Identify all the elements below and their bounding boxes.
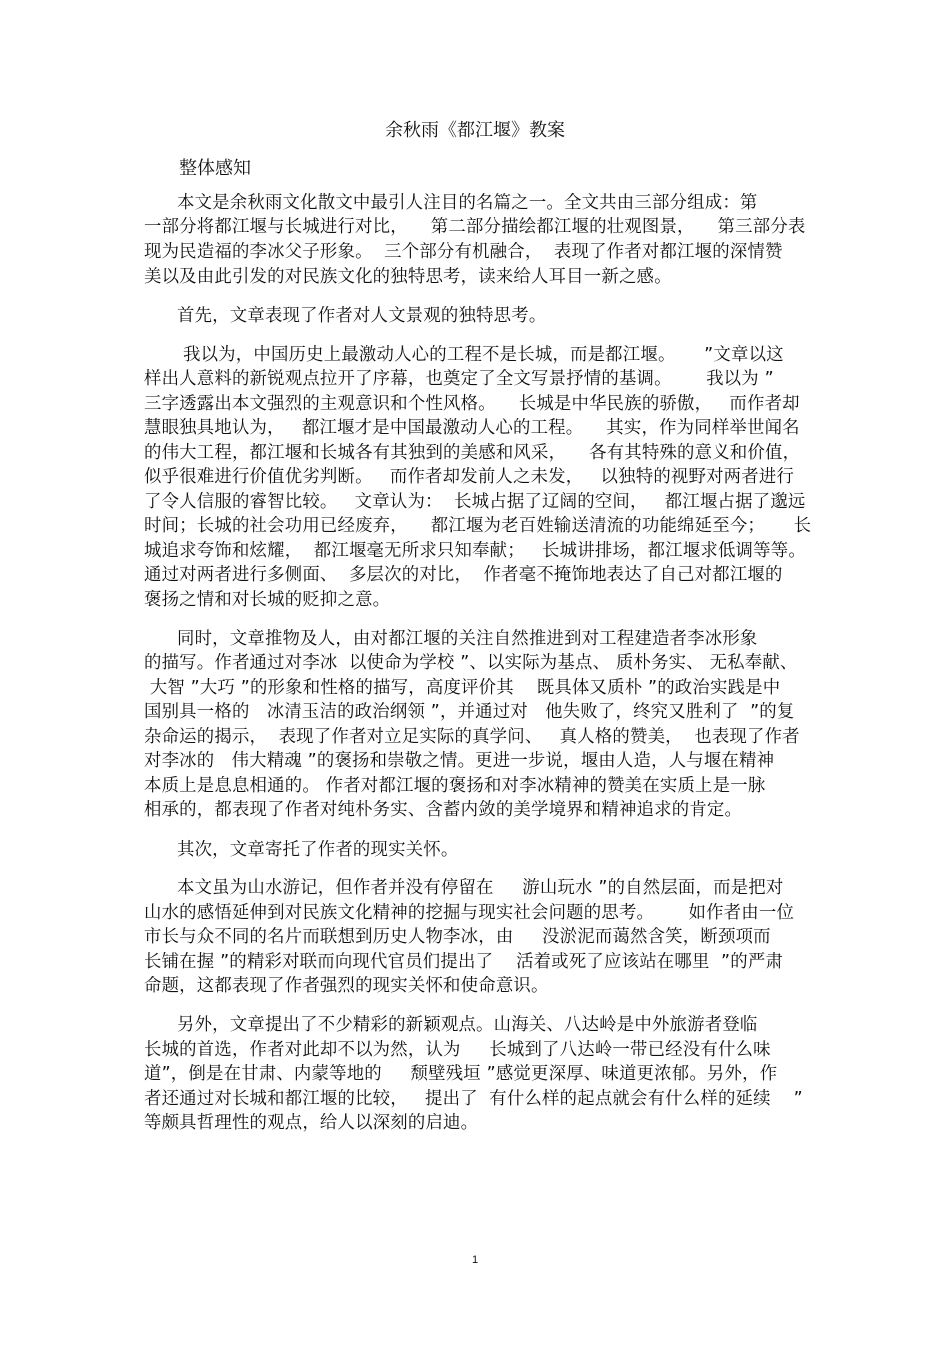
paragraph-line: 了令人信服的睿智比较。 文章认为： 长城占据了辽阔的空间， 都江堰占据了邈远: [144, 492, 806, 512]
paragraph-line: 时间；长城的社会功用已经废弃， 都江堰为老百姓输送清流的功能绵延至今； 长: [144, 516, 812, 536]
paragraph-line: 本文虽为山水游记，但作者并没有停留在 游山玩水 ”的自然层面，而是把对: [177, 878, 784, 898]
paragraph-line: 慧眼独具地认为， 都江堰才是中国最激动人心的工程。 其实，作为同样举世闻名: [144, 418, 800, 438]
paragraph-line: 同时，文章推物及人，由对都江堰的关注自然推进到对工程建造者李冰形象: [177, 629, 758, 649]
paragraph-line: 似乎很难进行价值优劣判断。 而作者却发前人之未发， 以独特的视野对两者进行: [144, 467, 795, 487]
paragraph-line: 通过对两者进行多侧面、 多层次的对比， 作者毫不掩饰地表达了自己对都江堰的: [144, 565, 783, 585]
paragraph-line: 对李冰的 伟大精魂 ”的褒扬和崇敬之情。更进一步说，堰由人造，人与堰在精神: [144, 751, 775, 771]
paragraph-line: 其次，文章寄托了作者的现实关怀。: [177, 840, 459, 860]
paragraph-line: 的伟大工程，都江堰和长城各有其独到的美感和风采， 各有其特殊的意义和价值，: [144, 443, 801, 463]
page-number: 1: [471, 1254, 479, 1266]
paragraph-line: 现为民造福的李冰父子形象。 三个部分有机融合， 表现了作者对都江堰的深情赞: [144, 242, 783, 262]
paragraph-line: 另外，文章提出了不少精彩的新颖观点。山海关、八达岭是中外旅游者登临: [177, 1015, 758, 1035]
paragraph-line: 本文是余秋雨文化散文中最引人注目的名篇之一。全文共由三部分组成：第: [177, 193, 758, 213]
paragraph-line: 样出人意料的新锐观点拉开了序幕，也奠定了全文写景抒情的基调。 我以为 ”: [144, 369, 774, 389]
paragraph-line: 首先，文章表现了作者对人文景观的独特思考。: [177, 306, 547, 326]
paragraph-line: 美以及由此引发的对民族文化的独特思考，读来给人耳目一新之感。: [144, 267, 672, 287]
section-heading: 整体感知: [179, 158, 251, 179]
paragraph-line: 市长与众不同的名片而联想到历史人物李冰，由 没淤泥而蔼然含笑，断颈项而: [144, 927, 771, 947]
paragraph-line: 的描写。作者通过对李冰 以使命为学校 ”、以实际为基点、 质朴务实、 无私奉献、: [144, 653, 798, 673]
paragraph-line: 山水的感悟延伸到对民族文化精神的挖掘与现实社会问题的思考。 如作者由一位: [144, 903, 795, 923]
paragraph-line: 大智 ”大巧 ”的形象和性格的描写，高度评价其 既具体又质朴 ”的政治实践是中: [144, 678, 781, 698]
paragraph-line: 命题，这都表现了作者强烈的现实关怀和使命意识。: [144, 976, 549, 996]
paragraph-line: 长城的首选，作者对此却不以为然，认为 长城到了八达岭一带已经没有什么味: [144, 1040, 771, 1060]
paragraph-line: 城追求夸饰和炫耀， 都江堰毫无所求只知奉献； 长城讲排场，都江堰求低调等等。: [144, 541, 806, 561]
paragraph-line: 褒扬之情和对长城的贬抑之意。: [144, 590, 391, 610]
paragraph-line: 三字透露出本文强烈的主观意识和个性风格。 长城是中华民族的骄傲， 而作者却: [144, 394, 800, 414]
paragraph-line: 一部分将都江堰与长城进行对比， 第二部分描绘都江堰的壮观图景， 第三部分表: [144, 217, 806, 237]
paragraph-line: 本质上是息息相通的。 作者对都江堰的褒扬和对李冰精神的赞美在实质上是一脉: [144, 776, 766, 796]
paragraph-line: 道”，倒是在甘肃、内蒙等地的 颓壁残垣 ”感觉更深厚、味道更浓郁。另外，作: [144, 1064, 778, 1084]
paragraph-line: 我以为，中国历史上最激动人心的工程不是长城，而是都江堰。 ”文章以这: [183, 345, 784, 365]
paragraph-line: 等颇具哲理性的观点，给人以深刻的启迪。: [144, 1113, 479, 1133]
paragraph-line: 国别具一格的 冰清玉洁的政治纲领 ”，并通过对 他失败了，终究又胜利了 ”的复: [144, 702, 795, 722]
paragraph-line: 相承的，都表现了作者对纯朴务实、含蓄内敛的美学境界和精神追求的肯定。: [144, 800, 743, 820]
page-title: 余秋雨《都江堰》教案: [385, 120, 565, 141]
paragraph-line: 者还通过对长城和都江堰的比较， 提出了 有什么样的起点就会有什么样的延续 ”: [144, 1089, 803, 1109]
paragraph-line: 杂命运的揭示， 表现了作者对立足实际的真学问、 真人格的赞美， 也表现了作者: [144, 727, 800, 747]
paragraph-line: 长铺在握 ”的精彩对联而向现代官员们提出了 活着或死了应该站在哪里 ”的严肃: [144, 952, 784, 972]
